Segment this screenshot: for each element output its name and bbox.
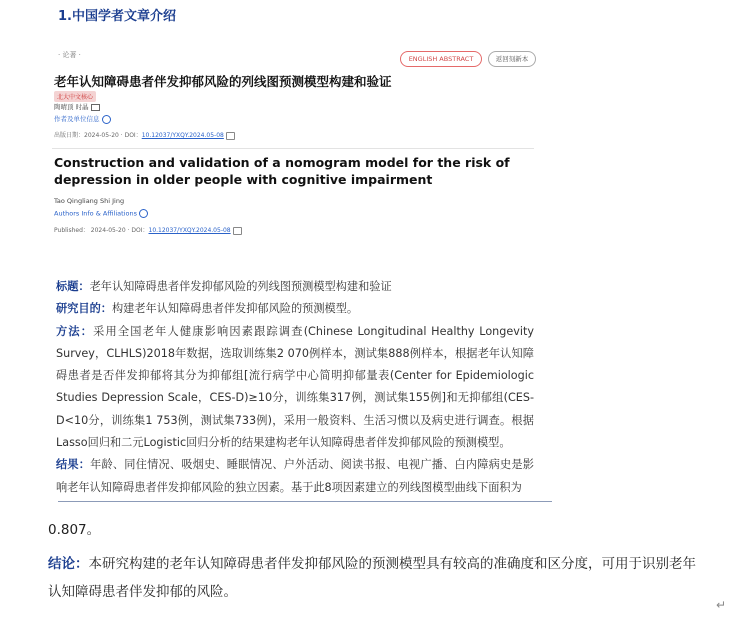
abstract-purpose: [56, 298, 534, 320]
conclusion: [48, 550, 708, 606]
purpose-text: 构建老年认知障碍患者伴发抑郁风险的预测模型。: [111, 302, 359, 316]
abstract: [56, 276, 534, 499]
title-label: 标题：: [56, 280, 90, 293]
result-text: 年龄、同住情况、吸烟史、睡眠情况、户外活动、阅读书报、电视广播、白内障病史是影响老年认知障碍患者伴发抑郁风险的独立因素。基于此8项因素建立的列线图模型曲线下面积为: [56, 458, 534, 494]
authors-en: Tao Qingliang Shi Jing: [54, 197, 125, 205]
article-title-cn: 老年认知障碍患者伴发抑郁风险的列线图预测模型构建和验证: [54, 74, 392, 89]
result-label: 结果：: [56, 458, 91, 472]
published-cn-prefix: 出版日期：2024-05-20 · DOI：: [54, 132, 142, 139]
abstract-method: [56, 321, 534, 455]
mail-icon[interactable]: [91, 104, 100, 111]
paragraph-return-icon: ↵: [716, 598, 727, 612]
external-link-icon: [226, 132, 235, 140]
divider: [52, 148, 534, 149]
section-title: 1.中国学者文章介绍: [58, 9, 176, 24]
external-link-icon: [233, 227, 242, 235]
authors-cn: [54, 102, 100, 111]
breadcrumb: · 论著 ·: [58, 51, 81, 59]
published-cn: [54, 130, 235, 140]
check-circle-icon: [139, 209, 148, 218]
affiliation-en-link[interactable]: [54, 209, 148, 218]
core-journal-badge: 北大中文核心: [54, 91, 96, 102]
conclusion-label: 结论：: [48, 556, 89, 572]
back-button[interactable]: 返回刻新本: [488, 51, 536, 67]
title-text: 老年认知障碍患者伴发抑郁风险的列线图预测模型构建和验证: [89, 280, 392, 293]
published-en: [54, 225, 242, 235]
result-continuation: 0.807。: [48, 522, 101, 538]
abstract-result: [56, 454, 534, 499]
doi-link-cn[interactable]: 10.12037/YXQY.2024.05-08: [141, 132, 224, 139]
authors-cn-text: 陶晴顶 时晶: [54, 103, 89, 111]
method-text: 采用全国老年人健康影响因素跟踪调查(Chinese Longitudinal Healthy Longevity Survey，CLHLS)2018年数据，选取训练集2 070例样本，测试集888例样本，根据老年认知障碍患者是否伴发抑郁将其分为抑郁组[流行病学中心简明抑郁量表(Center for Epidemiologic Studies Depression Scale，CES-D)≥10分，训练集317例，测试集155例]和无抑郁组(CES-D<10分，训练集1 753例，测试集733例)，采用一般资料、生活习惯以及病史进行调查。根据Lasso回归和二元Logistic回归分析的结果建构老年认知障碍患者伴发抑郁风险的预测模型。: [56, 324, 534, 450]
doi-link-en[interactable]: 10.12037/YXQY.2024.05-08: [148, 227, 231, 234]
affiliation-cn-text: 作者及单位信息: [54, 115, 100, 123]
english-abstract-button[interactable]: ENGLISH ABSTRACT: [400, 51, 482, 67]
abstract-title: [56, 276, 534, 298]
affiliation-cn-link[interactable]: [54, 114, 111, 124]
published-en-prefix: Published： 2024-05-20 · DOI：: [54, 227, 149, 234]
conclusion-text: 本研究构建的老年认知障碍患者伴发抑郁风险的预测模型具有较高的准确度和区分度，可用于识别老年认知障碍患者伴发抑郁的风险。: [48, 556, 696, 600]
purpose-label: 研究目的：: [56, 302, 112, 316]
info-icon: [102, 115, 111, 124]
divider: [58, 501, 552, 502]
method-label: 方法：: [56, 324, 94, 338]
article-title-en: Construction and validation of a nomogram model for the risk of depression in older people with cognitive impairment: [54, 155, 510, 187]
article-screenshot: [50, 44, 550, 254]
affiliation-en-text: Authors Info & Affiliations: [54, 209, 138, 218]
